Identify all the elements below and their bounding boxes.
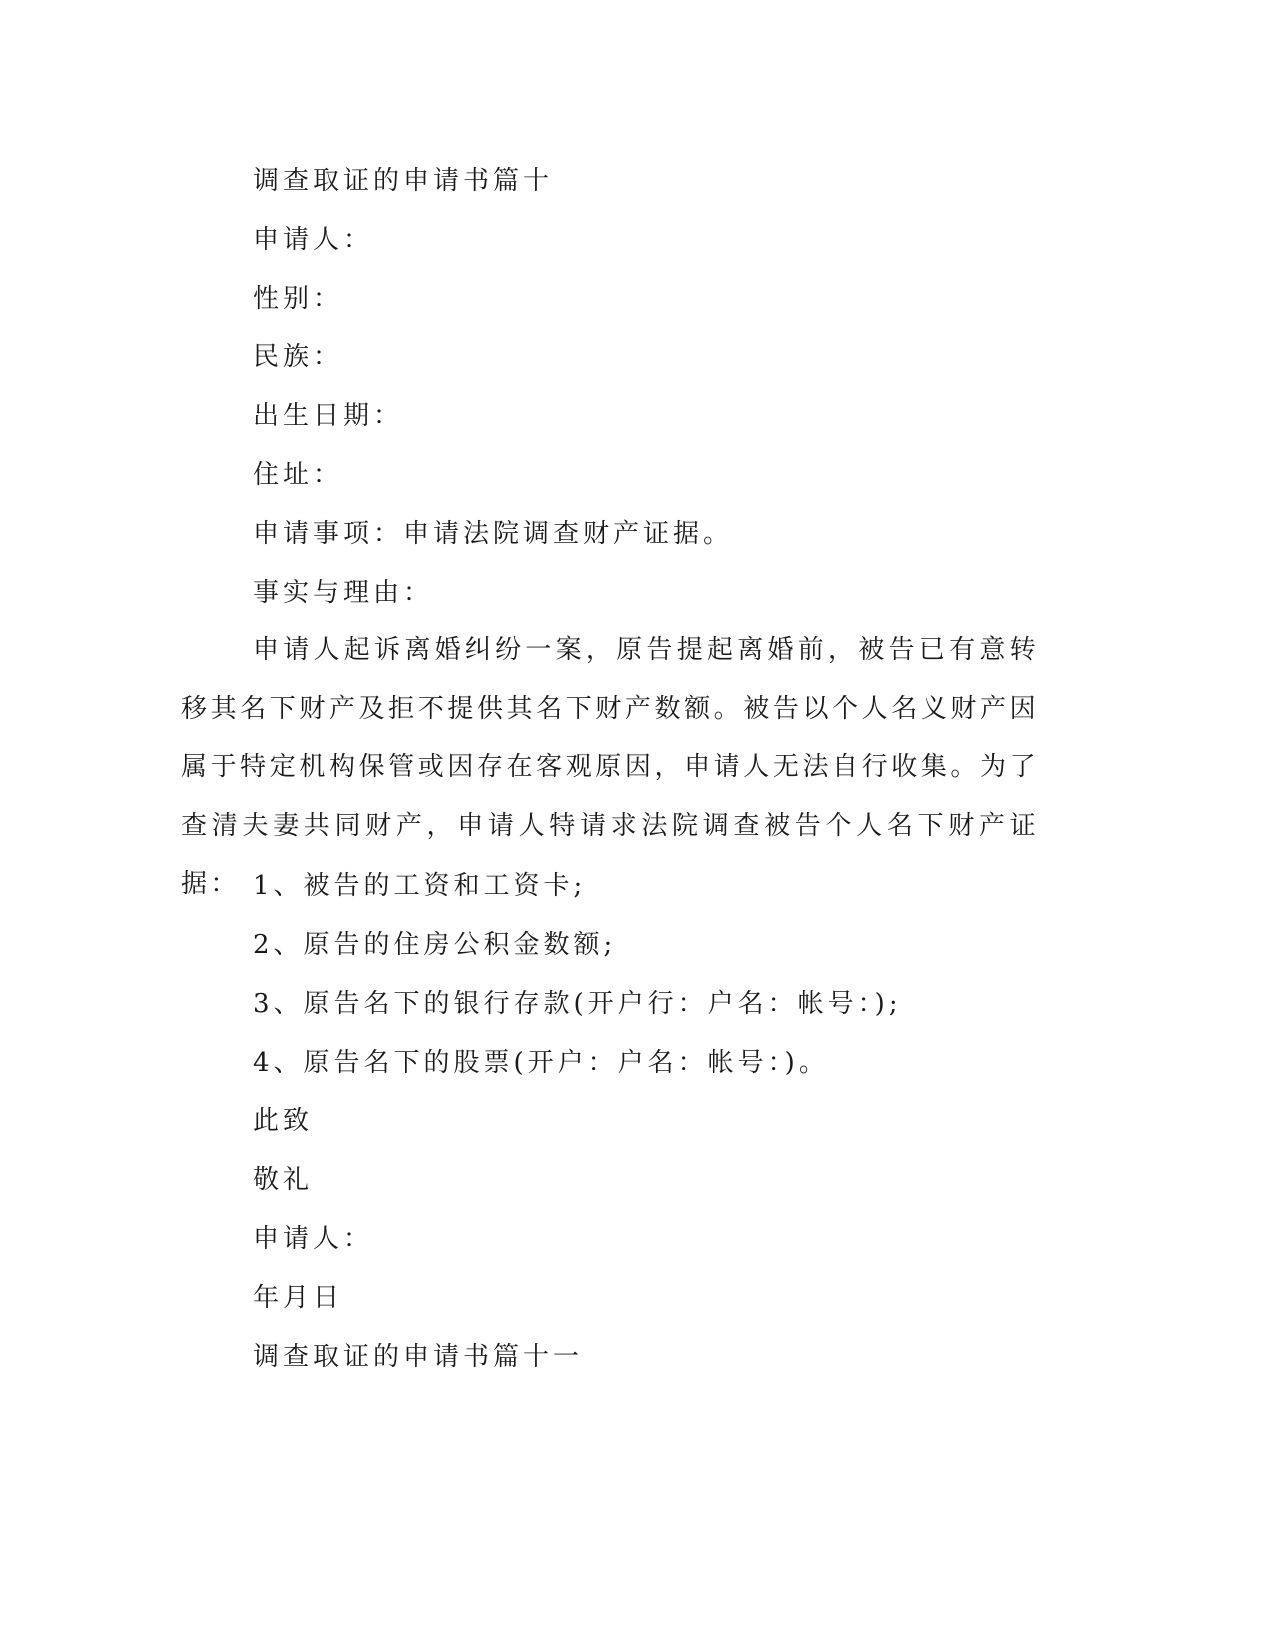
section-heading-11: 调查取证的申请书篇十一 — [253, 1342, 584, 1372]
applicant-field: 申请人： — [253, 225, 374, 255]
birth-date-field: 出生日期： — [253, 401, 404, 431]
address-field: 住址： — [253, 460, 344, 490]
ethnicity-field: 民族： — [253, 342, 344, 372]
request-item: 申请事项：申请法院调查财产证据。 — [253, 519, 734, 549]
signature-applicant: 申请人： — [253, 1224, 374, 1254]
facts-heading: 事实与理由： — [253, 578, 434, 608]
evidence-item-2: 2、原告的住房公积金数额; — [253, 930, 617, 960]
facts-body: 申请人起诉离婚纠纷一案，原告提起离婚前，被告已有意转移其名下财产及拒不提供其名下财产数额。被告以个人名义财产因属于特定机构保管或因存在客观原因，申请人无法自行收集。为了查清夫妻共同财产，申请人特请求法院调查被告个人名下财产证据： — [181, 635, 1039, 899]
section-heading-10: 调查取证的申请书篇十 — [253, 166, 554, 196]
closing-salute: 敬礼 — [253, 1165, 314, 1195]
evidence-item-4: 4、原告名下的股票(开户：户名：帐号：)。 — [253, 1048, 829, 1078]
closing-greeting: 此致 — [253, 1106, 314, 1136]
evidence-item-3: 3、原告名下的银行存款(开户行：户名：帐号：); — [253, 989, 902, 1019]
evidence-item-1: 1、被告的工资和工资卡; — [253, 871, 587, 901]
gender-field: 性别： — [253, 284, 344, 314]
date-line: 年月日 — [253, 1283, 344, 1313]
